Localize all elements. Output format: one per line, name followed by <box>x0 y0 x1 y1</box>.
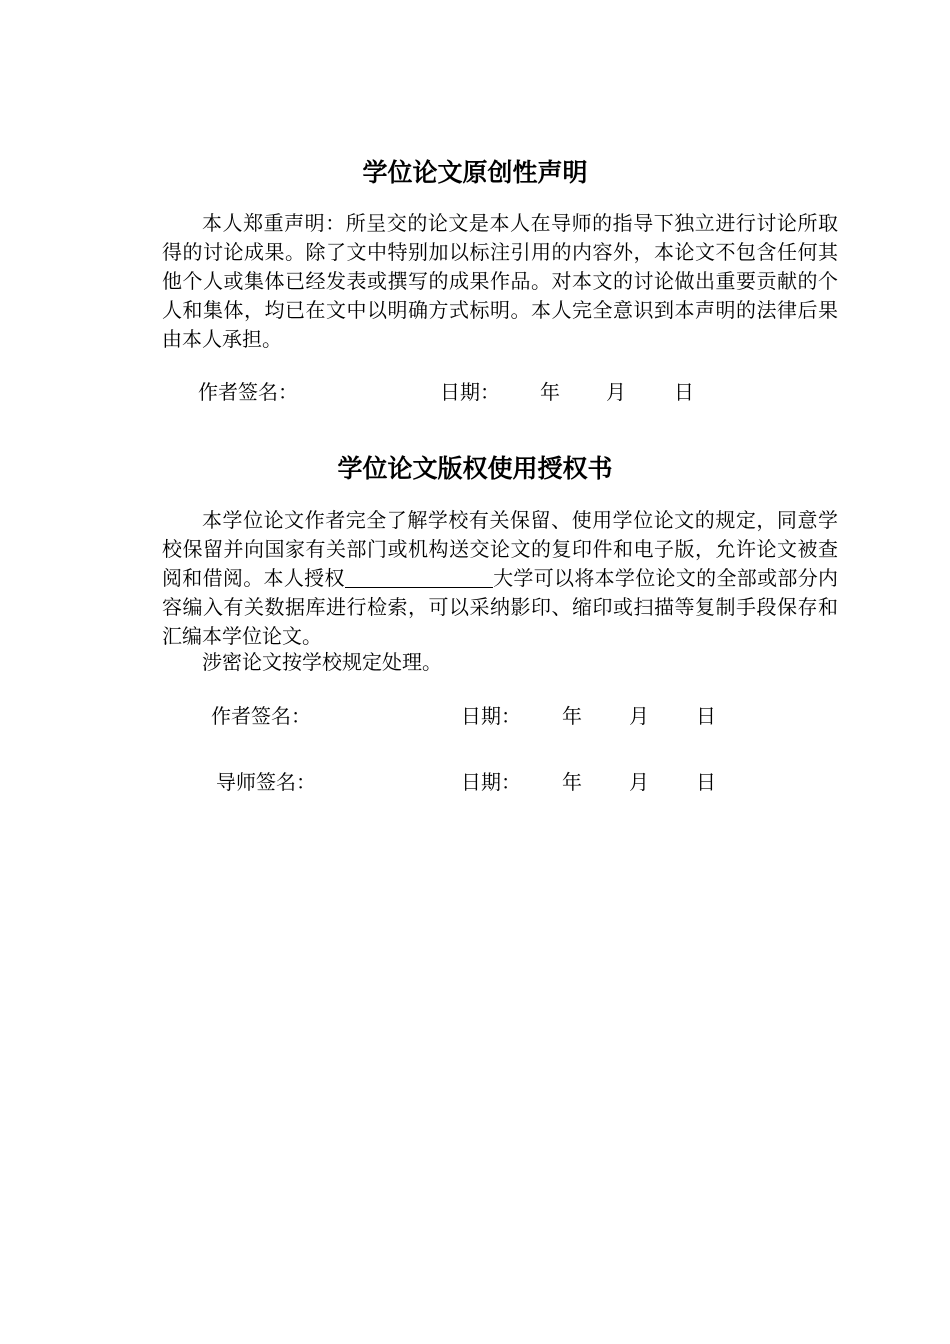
copyright-body <box>162 506 838 651</box>
day-label: 日 <box>674 380 694 404</box>
supervisor-day-label: 日 <box>696 770 716 794</box>
originality-body: 本人郑重声明：所呈交的论文是本人在导师的指导下独立进行讨论所取得的讨论成果。除了文中特别加以标注引用的内容外，本论文不包含任何其他个人或集体已经发表或撰写的成果作品。对本文的讨论做出重要贡献的个人和集体，均已在文中以明确方式标明。本人完全意识到本声明的法律后果由本人承担。 <box>162 211 838 351</box>
date-label: 日期： <box>440 380 500 404</box>
copyright-body-part1: 本学位论文作者完全了解学校有关保留、使用学位论文的规定，同意学校保留并向国家有关部门或机构送交论文的复印件和电子版，允许论文被查阅和借阅。本人授权 <box>162 508 838 590</box>
supervisor-month-label: 月 <box>629 770 649 794</box>
confidential-note: 涉密论文按学校规定处理。 <box>202 650 442 674</box>
year-label: 年 <box>540 380 560 404</box>
originality-title: 学位论文原创性声明 <box>362 158 588 187</box>
supervisor-sign-label: 导师签名： <box>216 770 316 794</box>
author-sign-label: 作者签名： <box>198 380 298 404</box>
copyright-title: 学位论文版权使用授权书 <box>337 454 613 483</box>
copyright-author-date-label: 日期： <box>461 704 521 728</box>
supervisor-date-label: 日期： <box>461 770 521 794</box>
copyright-author-year-label: 年 <box>562 704 582 728</box>
month-label: 月 <box>606 380 626 404</box>
supervisor-year-label: 年 <box>562 770 582 794</box>
copyright-author-month-label: 月 <box>629 704 649 728</box>
copyright-body-part2: 大学可以将本学位论文的全部或部分内容编入有关数据库进行检索，可以采纳影印、缩印或扫描等复制手段保存和汇编本学位论文。 <box>162 566 839 648</box>
copyright-author-sign-label: 作者签名： <box>211 704 311 728</box>
copyright-author-day-label: 日 <box>696 704 716 728</box>
university-name-blank <box>345 565 493 588</box>
